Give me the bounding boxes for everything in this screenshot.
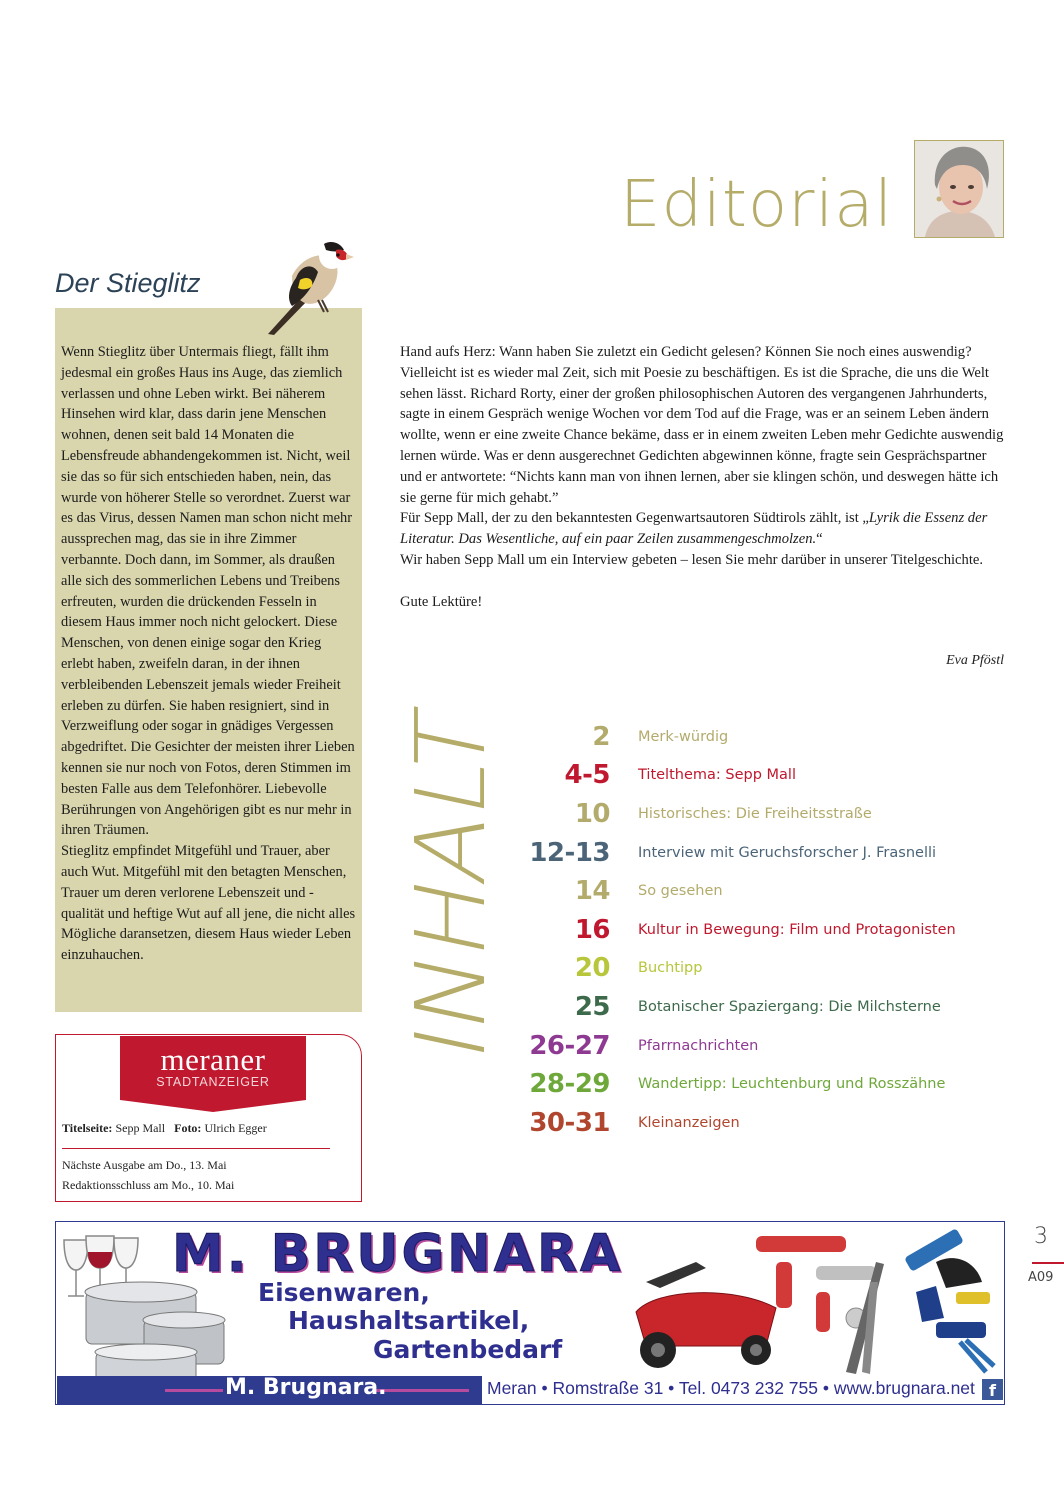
- toc-label: Interview mit Geruchsforscher J. Frasnelli: [638, 845, 937, 861]
- editorial-title: Editorial: [620, 168, 894, 242]
- toc-entry[interactable]: [520, 989, 1020, 1025]
- stieglitz-heading: Der Stieglitz: [55, 268, 201, 298]
- quote-close: “: [816, 531, 823, 548]
- editorial-paragraph: Wir haben Sepp Mall um ein Interview gebeten – lesen Sie mehr darüber in unserer Titelgeschichte.: [400, 551, 983, 568]
- toc-entry[interactable]: [520, 796, 1020, 832]
- page-rule: [1032, 1262, 1064, 1264]
- toc-entry[interactable]: [520, 835, 1020, 871]
- photo-label: Foto:: [174, 1121, 202, 1135]
- toc-page-number: 12-13: [529, 838, 610, 868]
- page-code: A09: [1028, 1270, 1054, 1285]
- garden-tools-icon: [846, 1228, 994, 1374]
- hose-fittings-icon: [756, 1236, 876, 1332]
- ad-line-1: Eisenwaren,: [258, 1278, 430, 1307]
- toc-page-number: 4-5: [564, 760, 610, 790]
- toc-entry[interactable]: [520, 912, 1020, 948]
- toc-heading: [394, 706, 507, 1069]
- toc-entry[interactable]: [520, 1066, 1020, 1102]
- cover-value: Sepp Mall: [112, 1121, 166, 1135]
- stieglitz-paragraph: Stieglitz empfindet Mitgefühl und Trauer, aber auch Wut. Mitgefühl mit den betagten Menschen, Trauer um deren verlorene Lebenszeit und -qualität und heftige Wut auf all jene, die nicht alles Mögliche daransetzen, diesem Haus wieder Leben einzuhauchen.: [61, 843, 356, 964]
- toc-label: Titelthema: Sepp Mall: [638, 767, 796, 783]
- toc-page-number: 2: [592, 722, 610, 752]
- stieglitz-paragraph: Wenn Stieglitz über Untermais fliegt, fällt ihm jedesmal ein großes Haus ins Auge, das ziemlich verlassen und ohne Leben wirkt. Bei näherem Hinsehen wird klar, dass darin jene Menschen wohnen, denen seit bald 14 Monaten die Lebensfreude abhandengekommen ist. Nicht, weil sie das so für sich entschieden haben, nein, das wurde von höherer Stelle so verordnet. Zuerst war es das Virus, dessen Namen man schon nicht mehr aussprechen mag, das sie in ihre Zimmer verbannte. Doch dann, im Sommer, als draußen alle sich des sommerlichen Lebens und Treibens erfreuten, wurden die drückenden Fesseln in diesem Haus immer noch nicht gelockert. Diese Menschen, von denen einige sogar den Krieg erlebt haben, zweifeln daran, in der ihnen verbleibenden Lebenszeit jemals wieder Freiheit erleben zu dürfen. Sie haben resigniert, sind in Verzweiflung oder sogar in gnädiges Vergessen abgedriftet. Die Gesichter der meisten ihrer Lieben kennen sie nur noch von Fotos, deren Stimmen im besten Falle aus dem Telefonhörer. Liebevolle Berührungen von Angehörigen gibt es nur mehr in ihren Träumen.: [61, 344, 355, 839]
- facebook-icon[interactable]: f: [982, 1379, 1003, 1400]
- editorial-text-span: Für Sepp Mall, der zu den bekanntesten Gegenwartsautoren Südtirols zählt, ist „: [400, 510, 869, 527]
- toc-entry[interactable]: [520, 757, 1020, 793]
- toc-entry[interactable]: [520, 1105, 1020, 1141]
- cover-label: Titelseite:: [62, 1121, 113, 1135]
- lawn-mower-icon: [636, 1262, 776, 1368]
- goldfinch-illustration: [262, 236, 354, 338]
- stieglitz-text: [61, 342, 356, 966]
- next-issue: Nächste Ausgabe am Do., 13. Mai: [62, 1158, 227, 1172]
- toc-page-number: 10: [574, 799, 610, 829]
- ad-line-2: Haushaltsartikel,: [288, 1306, 530, 1335]
- toc-label: So gesehen: [638, 883, 723, 899]
- toc-entry[interactable]: [520, 719, 1020, 755]
- toc-entry[interactable]: [520, 1028, 1020, 1064]
- photo-value: Ulrich Egger: [201, 1121, 267, 1135]
- imprint-credits: [62, 1121, 267, 1136]
- spacer: [400, 571, 1006, 592]
- toc-label: Kultur in Bewegung: Film und Protagonisten: [638, 922, 956, 938]
- page-number: 3: [1034, 1224, 1048, 1249]
- toc-label: Historisches: Die Freiheitsstraße: [638, 806, 872, 822]
- deadline: Redaktionsschluss am Mo., 10. Mai: [62, 1178, 235, 1192]
- editorial-closing: Gute Lektüre!: [400, 593, 483, 610]
- editorial-quote: Lyrik die Essenz der Literatur. Das Wesentliche, auf ein paar Zeilen zusammengeschmolzen.: [400, 510, 988, 548]
- logo-subtitle: STADTANZEIGER: [156, 1075, 270, 1089]
- toc-label: Botanischer Spaziergang: Die Milchsterne: [638, 999, 941, 1015]
- toc-page-number: 26-27: [529, 1031, 610, 1061]
- toc-entry[interactable]: [520, 873, 1020, 909]
- toc-heading-text: INHALT: [394, 708, 507, 1069]
- toc-label: Kleinanzeigen: [638, 1115, 740, 1131]
- toc-label: Merk-würdig: [638, 729, 729, 745]
- toc-page-number: 30-31: [529, 1108, 610, 1138]
- toc-entry[interactable]: [520, 950, 1020, 986]
- ad-brand: M. BRUGNARA: [172, 1224, 624, 1284]
- toc-page-number: 16: [574, 915, 610, 945]
- editorial-paragraph: Hand aufs Herz: Wann haben Sie zuletzt ein Gedicht gelesen? Können Sie noch eines auswendig? Vielleicht ist es wieder mal Zeit, sich mit Poesie zu beschäftigen. Es ist die Sprache, die uns die Welt sehen lässt. Richard Rorty, einer der großen philosophischen Autoren des vergangenen Jahrhunderts, sagte in einem Gespräch wenige Wochen vor dem Tod auf die Frage, was er an seinem Leben ändern wollte, wenn er eine zweite Chance bekäme, dass er in einem zweiten Leben mehr Gedichte auswendig lernen würde. Was er denn ausgerechnet Gedichten abgewinnen könne, fragte sein Gesprächspartner und er antwortete: “Nichts kann man von ihnen lernen, aber sie klingen schön, und deswegen hätte ich sie gerne für mich gehabt.”: [400, 344, 1004, 506]
- ad-bar-accent: [374, 1389, 469, 1392]
- editorial-paragraph: [400, 508, 1006, 550]
- toc-page-number: 28-29: [529, 1069, 610, 1099]
- ad-contact[interactable]: Meran • Romstraße 31 • Tel. 0473 232 755 • www.brugnara.net: [487, 1378, 975, 1398]
- ad-company-name: M. Brugnara.: [225, 1375, 387, 1400]
- logo-title: meraner: [160, 1042, 266, 1077]
- editorial-text: [400, 342, 1006, 613]
- toc-page-number: 25: [574, 992, 610, 1022]
- toc-label: Wandertipp: Leuchtenburg und Rosszähne: [638, 1076, 946, 1092]
- author-photo: [914, 140, 1004, 238]
- ad-bar-accent: [165, 1389, 223, 1392]
- toc-page-number: 14: [574, 876, 610, 906]
- toc-label: Pfarrnachrichten: [638, 1038, 759, 1054]
- toc-label: Buchtipp: [638, 960, 703, 976]
- signature: Eva Pföstl: [946, 653, 1004, 668]
- ad-line-3: Gartenbedarf: [373, 1335, 563, 1364]
- imprint-divider: [62, 1148, 330, 1149]
- toc-page-number: 20: [574, 953, 610, 983]
